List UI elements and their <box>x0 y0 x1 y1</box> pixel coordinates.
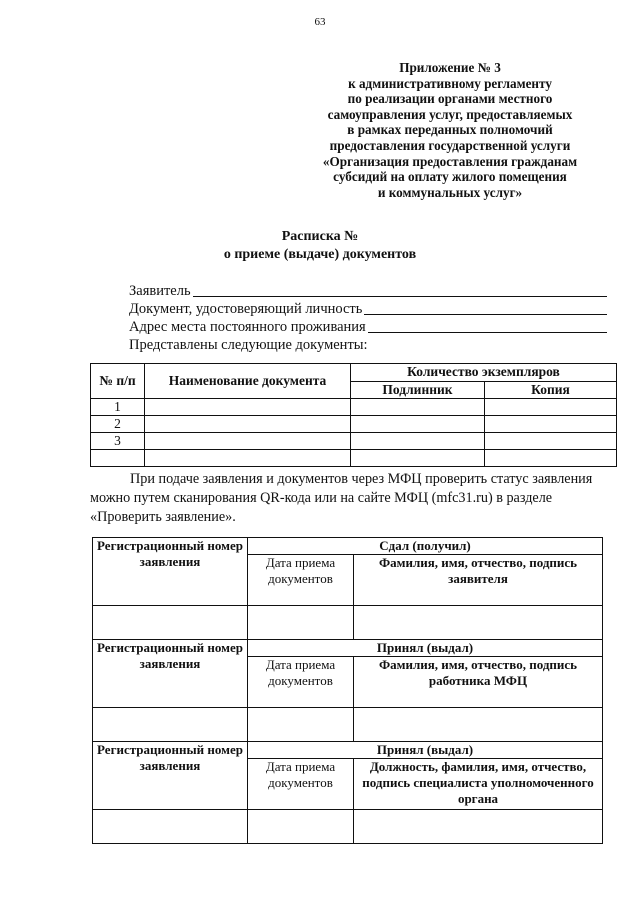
row-number: 3 <box>91 433 145 450</box>
id-document-field[interactable] <box>129 300 607 318</box>
date-label: Дата приема документов <box>248 657 354 708</box>
block-header: Принял (выдал) <box>248 640 603 657</box>
reg-number-label: Регистрационный номер заявления <box>93 640 248 708</box>
doc-name-cell[interactable] <box>145 399 351 416</box>
submitted-docs-label: Представлены следующие документы: <box>129 337 368 353</box>
reg-number-cell[interactable] <box>93 606 248 640</box>
appendix-line: Приложение № 3 <box>399 60 501 75</box>
table-row <box>91 433 617 450</box>
signature-cell[interactable] <box>354 606 603 640</box>
block-header: Принял (выдал) <box>248 742 603 759</box>
signature-cell[interactable] <box>354 708 603 742</box>
submitted-docs-label-row <box>129 336 607 354</box>
doc-name-cell[interactable] <box>145 450 351 467</box>
appendix-line: самоуправления услуг, предоставляемых <box>327 106 573 122</box>
appendix-line: к административному регламенту <box>348 75 552 91</box>
block-header: Сдал (получил) <box>248 538 603 555</box>
col-num-header: № п/п <box>91 364 145 399</box>
applicant-label: Заявитель <box>129 283 191 299</box>
appendix-line: «Организация предоставления гражданам <box>322 153 578 169</box>
appendix-line: субсидий на оплату жилого помещения <box>333 169 567 185</box>
doc-name-cell[interactable] <box>145 416 351 433</box>
date-cell[interactable] <box>248 708 354 742</box>
receipt-subtitle: о приеме (выдаче) документов <box>223 247 417 262</box>
doc-name-cell[interactable] <box>145 433 351 450</box>
reg-number-label: Регистрационный номер заявления <box>93 742 248 810</box>
col-qty-header: Количество экземпляров <box>351 364 617 382</box>
date-cell[interactable] <box>248 606 354 640</box>
copy-count-cell[interactable] <box>485 416 617 433</box>
appendix-line: предоставления государственной услуги <box>329 137 571 153</box>
notice-line-1: При подаче заявления и документов через МФЦ проверить статус заявления <box>130 471 593 487</box>
original-count-cell[interactable] <box>351 399 485 416</box>
signature-label: Должность, фамилия, имя, отчество, подпись специалиста уполномоченного органа <box>354 759 603 810</box>
page-number: 63 <box>314 16 326 28</box>
copy-count-cell[interactable] <box>485 433 617 450</box>
row-number <box>91 450 145 467</box>
id-document-label: Документ, удостоверяющий личность <box>129 301 363 317</box>
address-field[interactable] <box>129 318 607 336</box>
applicant-line[interactable] <box>193 282 607 297</box>
copy-count-cell[interactable] <box>485 450 617 467</box>
signature-label: Фамилия, имя, отчество, подпись заявителя <box>354 555 603 606</box>
id-document-line[interactable] <box>364 300 607 315</box>
col-original-header: Подлинник <box>351 382 485 399</box>
table-row <box>91 399 617 416</box>
row-number: 2 <box>91 416 145 433</box>
address-label: Адрес места постоянного проживания <box>129 319 366 335</box>
copy-count-cell[interactable] <box>485 399 617 416</box>
row-number: 1 <box>91 399 145 416</box>
reg-number-label: Регистрационный номер заявления <box>93 538 248 606</box>
receipt-title: Расписка № <box>281 229 359 244</box>
date-label: Дата приема документов <box>248 555 354 606</box>
signature-label: Фамилия, имя, отчество, подпись работника МФЦ <box>354 657 603 708</box>
original-count-cell[interactable] <box>351 450 485 467</box>
table-row <box>91 450 617 467</box>
receipt-heading <box>0 228 640 264</box>
appendix-line: в рамках переданных полномочий <box>347 122 553 138</box>
applicant-field[interactable] <box>129 282 607 300</box>
notice-line-2: можно путем сканирования QR-кода или на сайте МФЦ (mfc31.ru) в разделе <box>90 490 553 506</box>
documents-table <box>90 363 617 467</box>
date-cell[interactable] <box>248 810 354 844</box>
appendix-line: и коммунальных услуг» <box>377 184 523 200</box>
col-copy-header: Копия <box>485 382 617 399</box>
applicant-fields <box>129 282 607 354</box>
address-line[interactable] <box>368 318 607 333</box>
registration-table <box>92 537 603 844</box>
original-count-cell[interactable] <box>351 433 485 450</box>
appendix-line: по реализации органами местного <box>347 91 553 107</box>
reg-number-cell[interactable] <box>93 708 248 742</box>
table-row <box>91 416 617 433</box>
mfc-notice <box>90 470 610 527</box>
notice-line-3: «Проверить заявление». <box>90 509 236 525</box>
original-count-cell[interactable] <box>351 416 485 433</box>
col-name-header: Наименование документа <box>145 364 351 399</box>
signature-cell[interactable] <box>354 810 603 844</box>
appendix-header <box>300 60 600 200</box>
reg-number-cell[interactable] <box>93 810 248 844</box>
date-label: Дата приема документов <box>248 759 354 810</box>
